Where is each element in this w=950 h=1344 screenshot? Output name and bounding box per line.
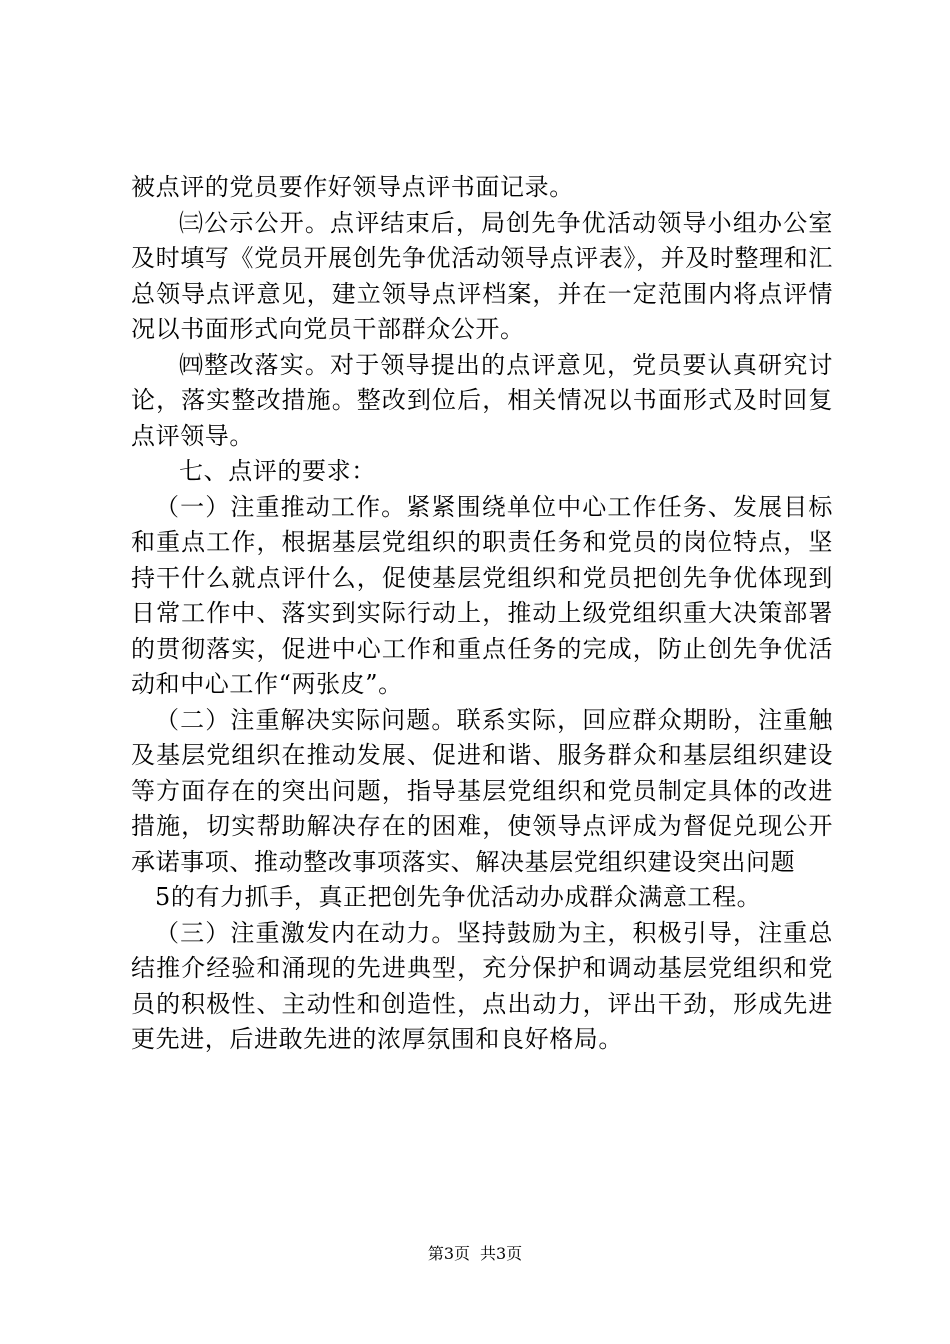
page-number: 第3页 <box>427 1244 470 1263</box>
paragraph-publicity: ㈢公示公开。点评结束后，局创先争优活动领导小组办公室及时填写《党员开展创先争优活动领导点评表》，并及时整理和汇总领导点评意见，建立领导点评档案，并在一定范围内将点评情况以书面形式向党员干部群众公开。 <box>131 208 833 343</box>
paragraph-requirement-2: （二）注重解决实际问题。联系实际，回应群众期盼，注重触及基层党组织在推动发展、促进和谐、服务群众和基层组织建设等方面存在的突出问题，指导基层党组织和党员制定具体的改进措施，切实帮助解决存在的困难，使领导点评成为督促兑现公开承诺事项、推动整改事项落实、解决基层党组织建设突出问题 <box>131 705 833 876</box>
page-total: 共3页 <box>480 1244 523 1263</box>
paragraph-record-note: 被点评的党员要作好领导点评书面记录。 <box>131 173 574 201</box>
page-footer <box>0 1244 950 1264</box>
document-body <box>131 170 833 1058</box>
paragraph-rectification: ㈣整改落实。对于领导提出的点评意见，党员要认真研究讨论，落实整改措施。整改到位后，相关情况以书面形式及时回复点评领导。 <box>131 350 833 450</box>
section-heading-requirements: 七、点评的要求： <box>179 457 376 485</box>
paragraph-requirement-3: （三）注重激发内在动力。坚持鼓励为主，积极引导，注重总结推介经验和涌现的先进典型，充分保护和调动基层党组织和党员的积极性、主动性和创造性，点出动力，评出干劲，形成先进更先进，后进敢先进的浓厚氛围和良好格局。 <box>131 918 833 1053</box>
paragraph-requirement-1: （一）注重推动工作。紧紧围绕单位中心工作任务、发展目标和重点工作，根据基层党组织的职责任务和党员的岗位特点，坚持干什么就点评什么，促使基层党组织和党员把创先争优体现到日常工作中、落实到实际行动上，推动上级党组织重大决策部署的贯彻落实，促进中心工作和重点任务的完成，防止创先争优活动和中心工作“两张皮”。 <box>131 492 833 698</box>
paragraph-requirement-2-continued: 5的有力抓手，真正把创先争优活动办成群众满意工程。 <box>155 883 762 911</box>
